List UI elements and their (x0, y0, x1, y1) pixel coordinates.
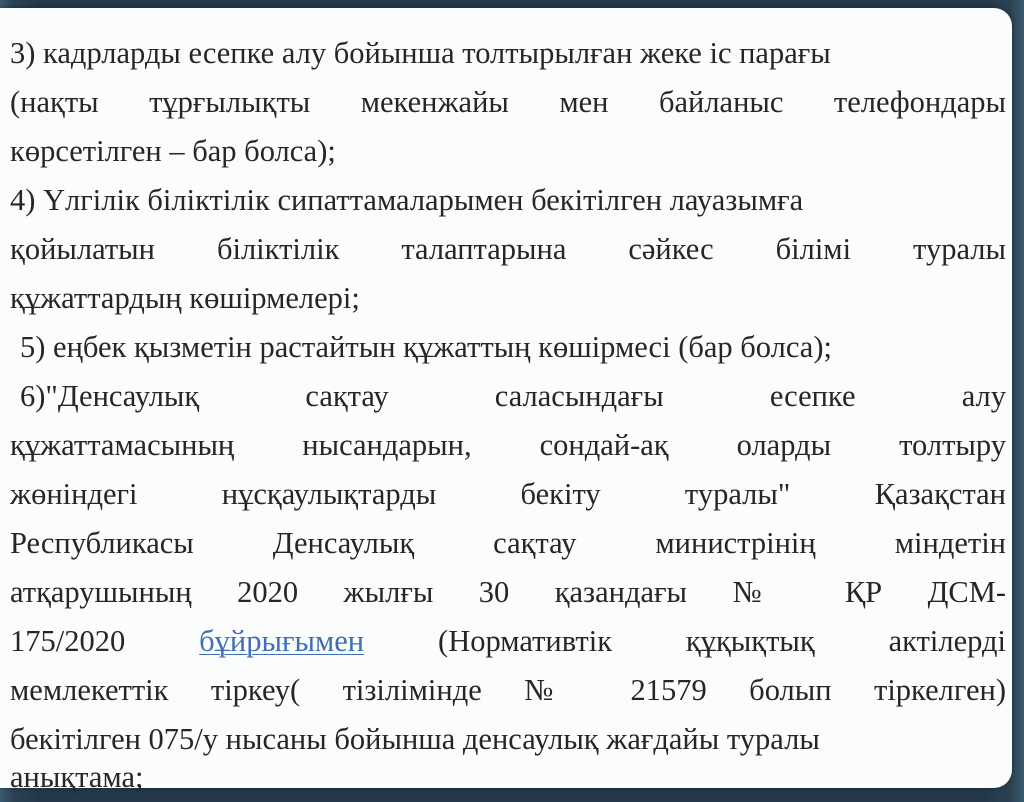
text-line: бекітілген 075/у нысаны бойынша денсаулық жағдайы туралы (10, 722, 820, 756)
document-page (0, 8, 1012, 794)
text-line: 3) кадрларды есепке алу бойынша толтырылған жеке іс парағы (10, 36, 831, 70)
text-line: қойылатын біліктілік талаптарына сәйкес білімі туралы (10, 232, 1006, 266)
text-line: Республикасы Денсаулық сақтау министрінің міндетін (10, 526, 1006, 560)
text-line: 4) Үлгілік біліктілік сипаттамаларымен бекітілген лауазымға (10, 183, 804, 217)
text-line: құжаттардың көшірмелері; (10, 281, 360, 315)
text-line: құжаттамасының нысандарын, сондай-ақ оларды толтыру (10, 428, 1006, 462)
text-segment: 175/2020 (10, 624, 200, 658)
text-line: атқарушының 2020 жылғы 30 қазандағы № ҚР ДСМ- (10, 575, 1006, 609)
order-link[interactable]: бұйрығымен (199, 624, 365, 658)
text-line: 6)"Денсаулық сақтау саласындағы есепке алу (20, 379, 1006, 413)
text-segment: (Нормативтік құқықтық актілерді (438, 624, 1006, 658)
text-line: мемлекеттік тіркеу( тізілімінде № 21579 болып тіркелген) (10, 673, 1006, 707)
text-line: 5) еңбек қызметін растайтын құжаттың көшірмесі (бар болса); (20, 330, 832, 364)
text-line: көрсетілген – бар болса); (10, 134, 336, 168)
text-line (10, 621, 1006, 661)
text-line: жөніндегі нұсқаулықтарды бекіту туралы" Қазақстан (10, 477, 1006, 511)
text-line: анықтама; (10, 760, 144, 794)
text-line: (нақты тұрғылықты мекенжайы мен байланыс телефондары (10, 85, 1006, 119)
